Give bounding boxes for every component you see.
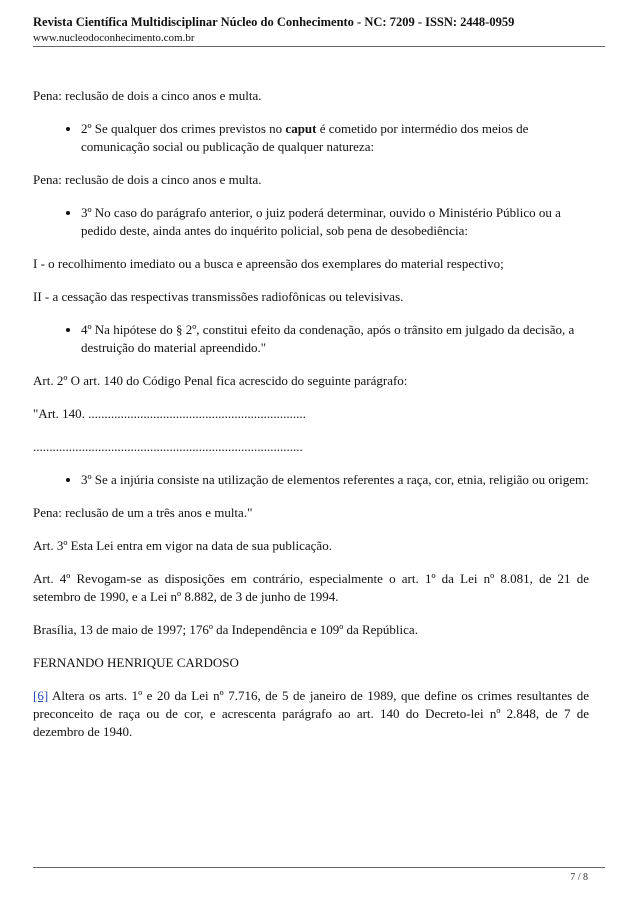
paragraph-art-3: Art. 3º Esta Lei entra em vigor na data de sua publicação. xyxy=(33,538,332,553)
paragraph-art-4: Art. 4º Revogam-se as disposições em contrário, especialmente o art. 1º da Lei nº 8.081, de 21 de setembro de 1990, e a Lei nº 8.882, de 3 de junho de 1994. xyxy=(33,571,589,604)
paragraph-art-140: "Art. 140. ................................................................... xyxy=(33,406,306,421)
footer-divider xyxy=(33,867,605,868)
bullet-item-4: • 4º Na hipótese do § 2º, constitui efeito da condenação, após o trânsito em julgado da decisão, a destruição do material apreendido." xyxy=(81,321,589,357)
paragraph-penalty-1: Pena: reclusão de dois a cinco anos e multa. xyxy=(33,88,262,103)
journal-title: Revista Científica Multidisciplinar Núcleo do Conhecimento - NC: 7209 - ISSN: 2448-0959 xyxy=(33,15,515,29)
page-header xyxy=(33,15,605,45)
paragraph-art-2: Art. 2º O art. 140 do Código Penal fica acrescido do seguinte parágrafo: xyxy=(33,373,408,388)
journal-url: www.nucleodoconhecimento.com.br xyxy=(33,32,195,44)
paragraph-penalty-3: Pena: reclusão de um a três anos e multa." xyxy=(33,505,253,520)
bullet-item-injuria: • 3º Se a injúria consiste na utilização de elementos referentes a raça, cor, etnia, religião ou origem: xyxy=(81,471,589,489)
paragraph-penalty-2: Pena: reclusão de dois a cinco anos e multa. xyxy=(33,172,262,187)
paragraph-signature: FERNANDO HENRIQUE CARDOSO xyxy=(33,655,239,670)
caput-bold: caput xyxy=(285,121,317,136)
bullet-list-2 xyxy=(33,204,589,240)
bullet-list-3 xyxy=(33,321,589,357)
header-divider xyxy=(33,46,605,47)
document-body xyxy=(33,87,589,756)
paragraph-item-ii: II - a cessação das respectivas transmissões radiofônicas ou televisivas. xyxy=(33,289,404,304)
paragraph-date: Brasília, 13 de maio de 1997; 176º da Independência e 109º da República. xyxy=(33,622,418,637)
paragraph-dots: ................................................................................... xyxy=(33,439,303,454)
footnote xyxy=(33,687,589,741)
bullet-list-1 xyxy=(33,120,589,156)
footnote-text: Altera os arts. 1º e 20 da Lei nº 7.716, de 5 de janeiro de 1989, que define os crimes resultantes de preconceito de raça ou de cor, e acrescenta parágrafo ao art. 140 do Decreto-lei nº 2.848, de 7 de dezembro de 1940. xyxy=(33,688,589,739)
bullet-item-2: • 2º Se qualquer dos crimes previstos no caput é cometido por intermédio dos meios de comunicação social ou publicação de qualquer natureza: xyxy=(81,120,589,156)
footnote-ref-link[interactable]: [6] xyxy=(33,688,49,703)
page-number: 7 / 8 xyxy=(570,872,588,883)
bullet-item-3: • 3º No caso do parágrafo anterior, o juiz poderá determinar, ouvido o Ministério Público ou a pedido deste, ainda antes do inquérito policial, sob pena de desobediência: xyxy=(81,204,589,240)
paragraph-item-i: I - o recolhimento imediato ou a busca e apreensão dos exemplares do material respectivo; xyxy=(33,256,504,271)
bullet-list-4 xyxy=(33,471,589,489)
